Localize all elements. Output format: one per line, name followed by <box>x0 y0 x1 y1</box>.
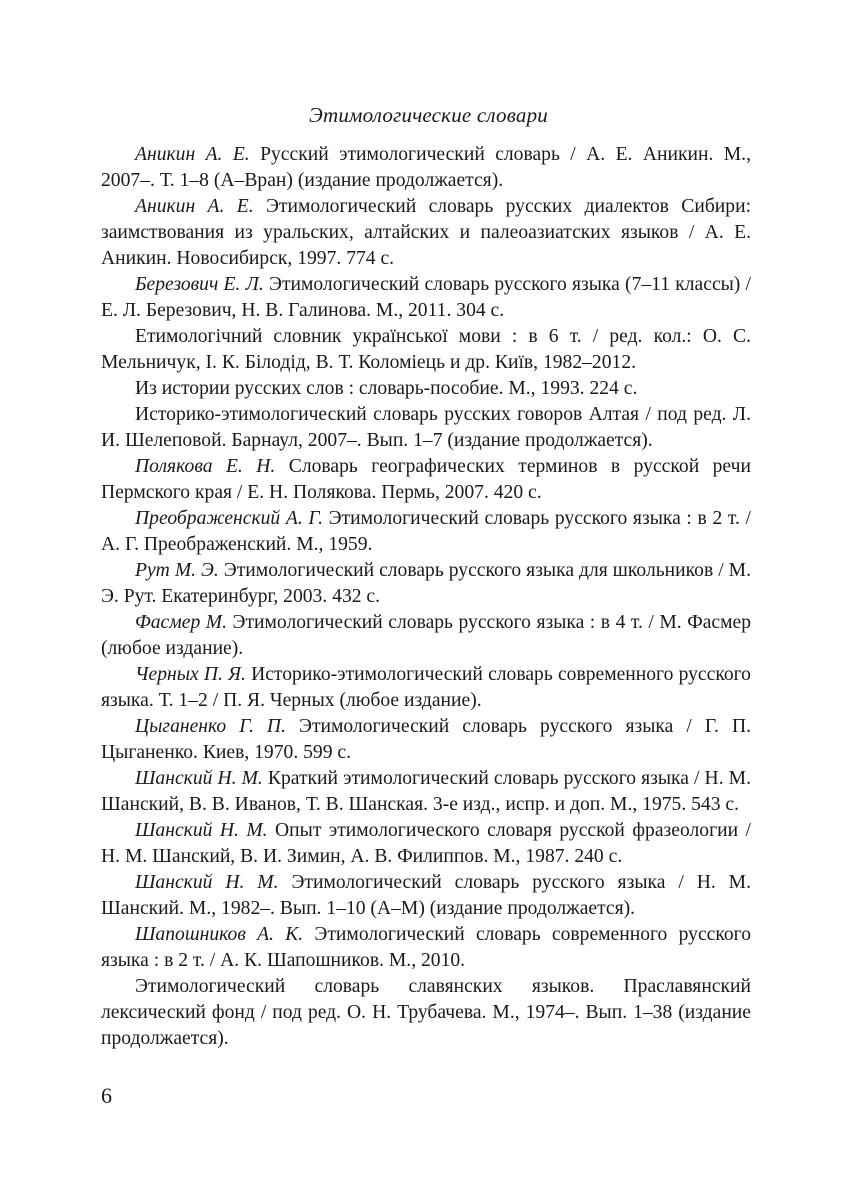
entry-text: Этимологический словарь русского языка / Н. М. Шанский. М., 1982–. Вып. 1–10 (А–М) (издание продолжается). <box>101 872 751 919</box>
entry-author: Шанский Н. М. <box>135 768 263 789</box>
entry-text: Этимологический словарь русского языка : в 2 т. / А. Г. Преображенский. М., 1959. <box>101 508 751 555</box>
entry-text: Этимологический словарь русского языка / Г. П. Цыганенко. Киев, 1970. 599 с. <box>101 716 752 763</box>
entry-author: Черных П. Я. <box>135 664 246 685</box>
entry-author: Шапошников А. К. <box>135 924 304 945</box>
entry-author: Шанский Н. М. <box>135 872 279 893</box>
entry-text: Словарь географических терминов в русской речи Пермского края / Е. Н. Полякова. Пермь, 2007. 420 с. <box>101 456 751 503</box>
entry-text: Этимологический словарь русского языка (7–11 классы) / Е. Л. Березович, Н. В. Галинова. М., 2011. 304 с. <box>101 274 751 321</box>
bibliography-entry <box>101 870 751 922</box>
bibliography-entry <box>101 402 751 454</box>
entry-text: Из истории русских слов : словарь-пособие. М., 1993. 224 с. <box>135 378 638 399</box>
entry-author: Полякова Е. Н. <box>135 456 276 477</box>
entry-text: Этимологический словарь славянских языков. Праславянский лексический фонд / под ред. О. Н. Трубачева. М., 1974–. Вып. 1–38 (издание продолжается). <box>101 976 751 1049</box>
entry-text: Опыт этимологического словаря русской фразеологии / Н. М. Шанский, В. И. Зимин, А. В. Филиппов. М., 1987. 240 с. <box>101 820 751 867</box>
entry-author: Преображенский А. Г. <box>135 508 323 529</box>
bibliography-entry <box>101 766 751 818</box>
entry-author: Аникин А. Е. <box>135 144 250 165</box>
bibliography-entry <box>101 610 751 662</box>
entry-text: Этимологический словарь русских диалектов Сибири: заимствования из уральских, алтайских и палеоазиатских языков / А. Е. Аникин. Новосибирск, 1997. 774 с. <box>101 196 752 269</box>
entry-text: Историко-этимологический словарь русских говоров Алтая / под ред. Л. И. Шелеповой. Барнаул, 2007–. Вып. 1–7 (издание продолжается). <box>101 404 751 451</box>
entry-text: Етимологічний словник української мови : в 6 т. / ред. кол.: О. С. Мельничук, І. К. Білодід, В. Т. Коломіець и др. Київ, 1982–2012. <box>101 326 751 373</box>
entry-author: Аникин А. Е. <box>135 196 254 217</box>
entry-author: Шанский Н. М. <box>135 820 268 841</box>
entry-text: Этимологический словарь современного русского языка : в 2 т. / А. К. Шапошников. М., 2010. <box>101 924 752 971</box>
entry-text: Русский этимологический словарь / А. Е. Аникин. М., 2007–. Т. 1–8 (А–Вран) (издание продолжается). <box>101 144 751 191</box>
bibliography-entry <box>101 662 751 714</box>
section-title: Этимологические словари <box>309 103 548 127</box>
bibliography-list <box>101 142 751 1052</box>
bibliography-entry <box>101 376 751 402</box>
bibliography-entry <box>101 558 751 610</box>
page-number: 6 <box>101 1083 112 1108</box>
bibliography-entry <box>101 324 751 376</box>
entry-author: Фасмер М. <box>135 612 227 633</box>
bibliography-entry <box>101 142 751 194</box>
bibliography-entry <box>101 922 751 974</box>
entry-author: Рут М. Э. <box>135 560 219 581</box>
entry-text: Этимологический словарь русского языка для школьников / М. Э. Рут. Екатеринбург, 2003. 432 с. <box>101 560 751 607</box>
bibliography-entry <box>101 454 751 506</box>
bibliography-entry <box>101 974 751 1052</box>
bibliography-entry <box>101 272 751 324</box>
entry-text: Историко-этимологический словарь современного русского языка. Т. 1–2 / П. Я. Черных (любое издание). <box>101 664 751 711</box>
bibliography-entry <box>101 714 751 766</box>
entry-text: Краткий этимологический словарь русского языка / Н. М. Шанский, В. В. Иванов, Т. В. Шанская. 3-е изд., испр. и доп. М., 1975. 543 с. <box>101 768 751 815</box>
bibliography-entry <box>101 506 751 558</box>
entry-author: Березович Е. Л. <box>135 274 264 295</box>
entry-author: Цыганенко Г. П. <box>135 716 286 737</box>
entry-text: Этимологический словарь русского языка : в 4 т. / М. Фасмер (любое издание). <box>101 612 751 659</box>
bibliography-entry <box>101 818 751 870</box>
bibliography-entry <box>101 194 751 272</box>
